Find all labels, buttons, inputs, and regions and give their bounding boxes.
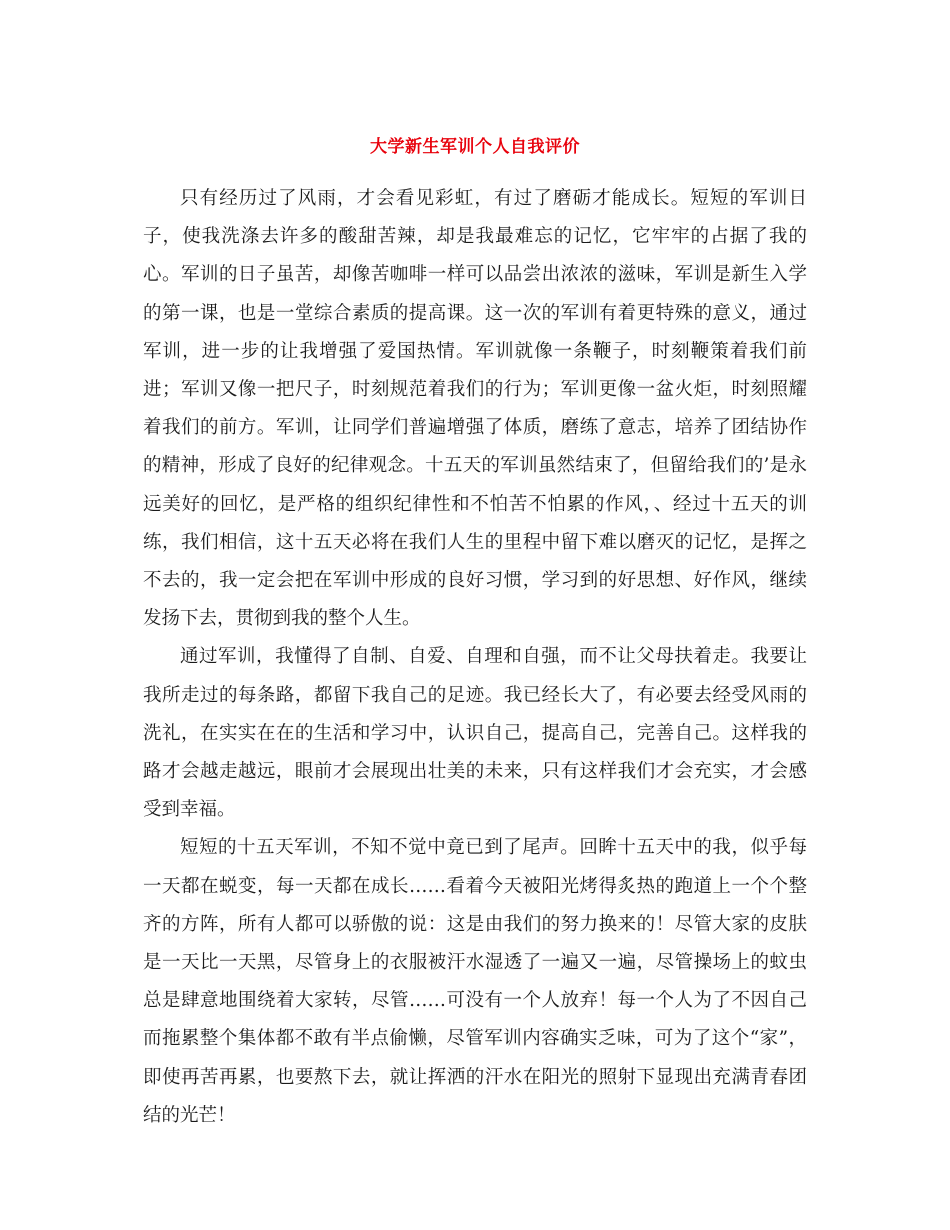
paragraph-2: 通过军训，我懂得了自制、自爱、自理和自强，而不让父母扶着走。我要让我所走过的每条路，都留下我自己的足迹。我已经长大了，有必要去经受风雨的洗礼，在实实在在的生活和学习中，认识自己，提高自己，完善自己。这样我的路才会越走越远，眼前才会展现出壮美的未来，只有这样我们才会充实，才会感受到幸福。 — [143, 646, 807, 821]
document-body — [143, 180, 807, 1135]
paragraph-3: 短短的十五天军训，不知不觉中竟已到了尾声。回眸十五天中的我，似乎每一天都在蜕变，每一天都在成长……看着今天被阳光烤得炙热的跑道上一个个整齐的方阵，所有人都可以骄傲的说：这是由我们的努力换来的！尽管大家的皮肤是一天比一天黑，尽管身上的衣服被汗水湿透了一遍又一遍，尽管操场上的蚊虫总是肆意地围绕着大家转，尽管……可没有一个人放弃！每一个人为了不因自己而拖累整个集体都不敢有半点偷懒，尽管军训内容确实乏味，可为了这个“家”，即使再苦再累，也要熬下去，就让挥洒的汗水在阳光的照射下显现出充满青春团结的光芒！ — [143, 837, 807, 1126]
document-title: 大学新生军训个人自我评价 — [370, 137, 580, 158]
paragraph-1: 只有经历过了风雨，才会看见彩虹，有过了磨砺才能成长。短短的军训日子，使我洗涤去许多的酸甜苦辣，却是我最难忘的记忆，它牢牢的占据了我的心。军训的日子虽苦，却像苦咖啡一样可以品尝出浓浓的滋味，军训是新生入学的第一课，也是一堂综合素质的提高课。这一次的军训有着更特殊的意义，通过军训，进一步的让我增强了爱国热情。军训就像一条鞭子，时刻鞭策着我们前进；军训又像一把尺子，时刻规范着我们的行为；军训更像一盆火炬，时刻照耀着我们的前方。军训，让同学们普遍增强了体质，磨练了意志，培养了团结协作的精神，形成了良好的纪律观念。十五天的军训虽然结束了，但留给我们的’是永远美好的回忆，是严格的组织纪律性和不怕苦不怕累的作风，、经过十五天的训练，我们相信，这十五天必将在我们人生的里程中留下难以磨灭的记忆，是挥之不去的，我一定会把在军训中形成的良好习惯，学习到的好思想、好作风，继续发扬下去，贯彻到我的整个人生。 — [143, 188, 807, 630]
